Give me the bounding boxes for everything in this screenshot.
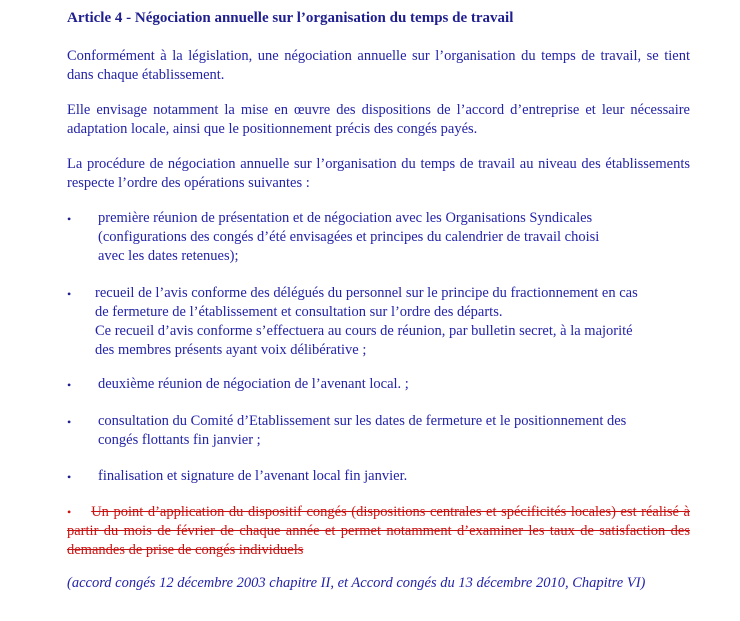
bullet-icon: • <box>67 378 72 392</box>
bullet-icon: • <box>67 470 72 484</box>
list-item-line: première réunion de présentation et de négociation avec les Organisations Syndicales <box>98 210 593 226</box>
article-title: Article 4 - Négociation annuelle sur l’organisation du temps de travail <box>67 10 514 26</box>
list-item-line: (configurations des congés d’été envisagées et principes du calendrier de travail choisi <box>98 229 600 245</box>
list-item-line: congés flottants fin janvier ; <box>98 432 261 448</box>
list-item <box>98 375 693 394</box>
list-item-line: Ce recueil d’avis conforme s’effectuera au cours de réunion, par bulletin secret, à la majorité <box>95 323 633 339</box>
paragraph-intro: Conformément à la législation, une négociation annuelle sur l’organisation du temps de travail, se tient dans chaque établissement. <box>67 48 690 83</box>
paragraph-scope: Elle envisage notamment la mise en œuvre des dispositions de l’accord d’entreprise et leur nécessaire adaptation locale, ainsi que le positionnement précis des congés payés. <box>67 102 690 137</box>
list-item-line: avec les dates retenues); <box>98 248 239 264</box>
bullet-icon: • <box>67 505 72 519</box>
reference-note: (accord congés 12 décembre 2003 chapitre II, et Accord congés du 13 décembre 2010, Chapitre VI) <box>67 575 646 591</box>
list-item <box>98 412 693 450</box>
bullet-icon: • <box>67 287 72 301</box>
list-item-line: deuxième réunion de négociation de l’avenant local. ; <box>98 376 409 392</box>
list-item-line: consultation du Comité d’Etablissement sur les dates de fermeture et le positionnement des <box>98 413 627 429</box>
bullet-icon: • <box>67 415 72 429</box>
list-item <box>98 467 693 486</box>
list-item <box>98 209 693 266</box>
list-item-line: recueil de l’avis conforme des délégués du personnel sur le principe du fractionnement en cas <box>95 285 638 301</box>
struck-list-item <box>67 503 690 560</box>
list-item-line: des membres présents ayant voix délibérative ; <box>95 342 367 358</box>
struck-text: Un point d’application du dispositif congés (dispositions centrales et spécificités locales) est réalisé à partir du mois de février de chaque année et permet notamment d’examiner les taux de satisfaction des demandes de prise de congés individuels <box>67 504 690 558</box>
list-item <box>95 284 690 360</box>
list-item-line: de fermeture de l’établissement et consultation sur l’ordre des départs. <box>95 304 503 320</box>
bullet-icon: • <box>67 212 72 226</box>
list-item-line: finalisation et signature de l’avenant local fin janvier. <box>98 468 408 484</box>
paragraph-procedure: La procédure de négociation annuelle sur l’organisation du temps de travail au niveau des établissements respecte l’ordre des opérations suivantes : <box>67 156 690 191</box>
